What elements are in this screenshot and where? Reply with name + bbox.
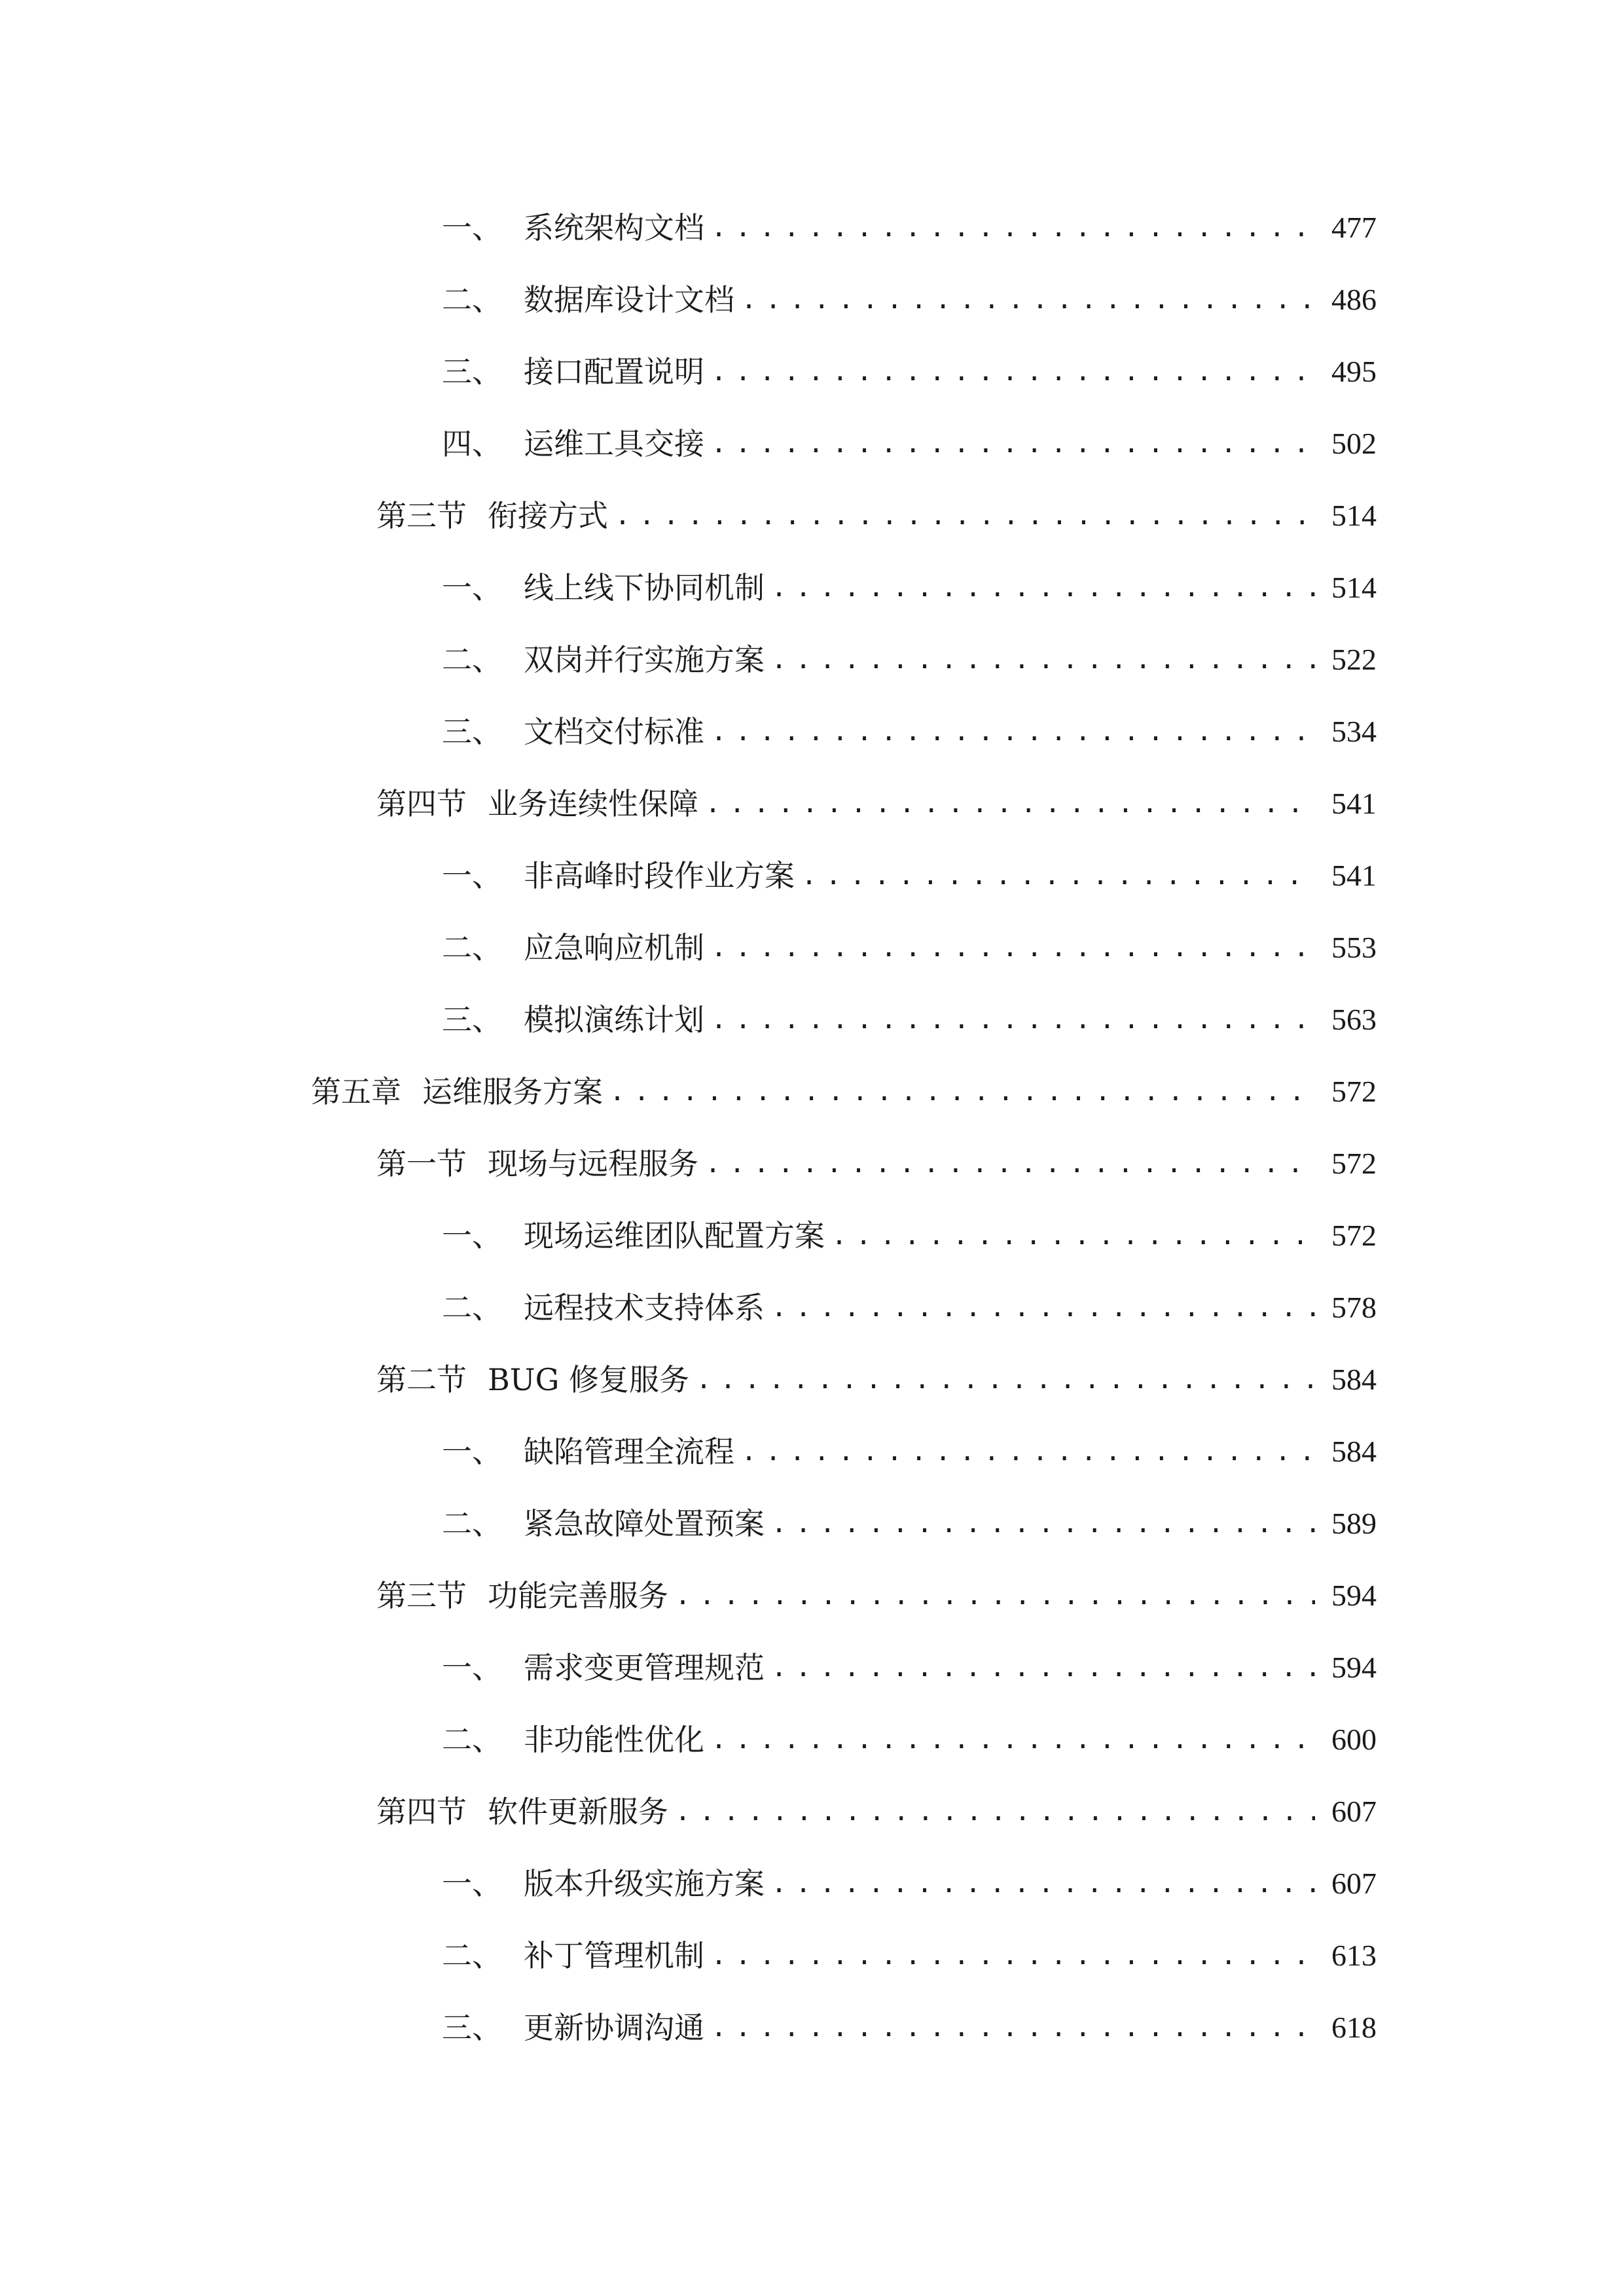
toc-page-number: 589 (1331, 1507, 1377, 1540)
toc-title: 业务连续性保障 (488, 786, 698, 821)
toc-page-number: 600 (1331, 1723, 1377, 1756)
dot-leader (771, 1282, 1315, 1334)
toc-title: 文档交付标准 (524, 714, 704, 749)
toc-marker: 二、 (442, 282, 502, 317)
toc-title: 紧急故障处置预案 (524, 1506, 765, 1541)
toc-title: 更新协调沟通 (524, 2010, 704, 2045)
toc-title: 系统架构文档 (524, 210, 704, 245)
toc-title: 远程技术支持体系 (524, 1290, 765, 1325)
toc-page-number: 613 (1331, 1939, 1377, 1972)
toc-marker: 第二节 (376, 1362, 467, 1397)
toc-marker: 一、 (442, 1650, 502, 1685)
toc-entry[interactable] (442, 922, 1377, 974)
toc-page-number: 572 (1331, 1075, 1377, 1108)
dot-leader (831, 1210, 1315, 1262)
toc-page-number: 618 (1331, 2011, 1377, 2044)
toc-page-number: 486 (1331, 283, 1377, 316)
toc-entry[interactable] (376, 778, 1377, 830)
dot-leader (675, 1785, 1315, 1838)
toc-entry[interactable] (376, 1354, 1377, 1406)
toc-page-number: 594 (1331, 1579, 1377, 1612)
toc-title: 应急响应机制 (524, 930, 704, 965)
toc-marker: 一、 (442, 1218, 502, 1253)
dot-leader (771, 1498, 1315, 1550)
toc-page-number: 477 (1331, 211, 1377, 244)
toc-page-number: 495 (1331, 355, 1377, 388)
toc-title: 数据库设计文档 (524, 282, 734, 317)
toc-marker: 三、 (442, 1002, 502, 1037)
toc-marker: 二、 (442, 1722, 502, 1757)
toc-entry[interactable] (442, 1498, 1377, 1550)
toc-title: 运维服务方案 (422, 1074, 603, 1109)
toc-page-number: 534 (1331, 715, 1377, 748)
toc-page-number: 502 (1331, 427, 1377, 460)
toc-marker: 二、 (442, 1938, 502, 1973)
toc-marker: 第五章 (311, 1074, 401, 1109)
toc-marker: 二、 (442, 1506, 502, 1541)
toc-marker: 第四节 (376, 786, 467, 821)
toc-entry[interactable] (442, 1282, 1377, 1334)
toc-marker: 第三节 (376, 1578, 467, 1613)
toc-page-number: 541 (1331, 859, 1377, 892)
toc-marker: 第四节 (376, 1794, 467, 1829)
dot-leader (711, 994, 1315, 1046)
toc-entry[interactable] (442, 2001, 1377, 2054)
toc-entry[interactable] (442, 418, 1377, 470)
toc-title: 缺陷管理全流程 (524, 1434, 734, 1469)
toc-entry[interactable] (376, 490, 1377, 542)
toc-title: 版本升级实施方案 (524, 1866, 765, 1901)
toc-entry[interactable] (442, 634, 1377, 686)
toc-entry[interactable] (442, 1210, 1377, 1262)
toc-entry[interactable] (442, 562, 1377, 614)
toc-title: 软件更新服务 (488, 1794, 668, 1829)
toc-marker: 一、 (442, 210, 502, 245)
toc-marker: 二、 (442, 1290, 502, 1325)
toc-page-number: 563 (1331, 1003, 1377, 1036)
toc-title: 线上线下协同机制 (524, 570, 765, 605)
toc-entry[interactable] (442, 1857, 1377, 1910)
toc-page-number: 584 (1331, 1435, 1377, 1468)
toc-entry[interactable] (442, 1641, 1377, 1694)
toc-page-number: 578 (1331, 1291, 1377, 1324)
dot-leader (696, 1354, 1315, 1406)
toc-entry[interactable] (442, 1426, 1377, 1478)
toc-title: BUG 修复服务 (488, 1362, 689, 1397)
toc-entry[interactable] (442, 1929, 1377, 1982)
dot-leader (705, 1138, 1315, 1190)
toc-marker: 二、 (442, 642, 502, 677)
toc-marker: 第一节 (376, 1146, 467, 1181)
toc-marker: 三、 (442, 2010, 502, 2045)
dot-leader (675, 1570, 1315, 1622)
toc-marker: 一、 (442, 858, 502, 893)
toc-title: 接口配置说明 (524, 354, 704, 389)
toc-entry[interactable] (376, 1138, 1377, 1190)
toc-entry[interactable] (442, 850, 1377, 902)
dot-leader (711, 1713, 1315, 1766)
dot-leader (771, 562, 1315, 614)
toc-title: 补丁管理机制 (524, 1938, 704, 1973)
dot-leader (711, 922, 1315, 974)
dot-leader (711, 706, 1315, 758)
toc-title: 现场运维团队配置方案 (524, 1218, 825, 1253)
toc-marker: 三、 (442, 714, 502, 749)
toc-page-number: 572 (1331, 1147, 1377, 1180)
toc-entry[interactable] (442, 1713, 1377, 1766)
dot-leader (711, 2001, 1315, 2054)
dot-leader (741, 274, 1315, 326)
toc-marker: 二、 (442, 930, 502, 965)
toc-entry[interactable] (442, 346, 1377, 398)
toc-title: 双岗并行实施方案 (524, 642, 765, 677)
toc-marker: 四、 (442, 426, 502, 461)
dot-leader (771, 1641, 1315, 1694)
dot-leader (711, 418, 1315, 470)
toc-marker: 第三节 (376, 498, 467, 533)
dot-leader (801, 850, 1315, 902)
dot-leader (711, 346, 1315, 398)
toc-marker: 一、 (442, 570, 502, 605)
toc-entry[interactable] (376, 1570, 1377, 1622)
dot-leader (609, 1066, 1315, 1118)
toc-title: 非功能性优化 (524, 1722, 704, 1757)
toc-entry[interactable] (442, 706, 1377, 758)
toc-marker: 一、 (442, 1434, 502, 1469)
toc-title: 非高峰时段作业方案 (524, 858, 795, 893)
toc-title: 模拟演练计划 (524, 1002, 704, 1037)
toc-page-number: 584 (1331, 1363, 1377, 1396)
dot-leader (771, 634, 1315, 686)
toc-title: 运维工具交接 (524, 426, 704, 461)
toc-page-number: 541 (1331, 787, 1377, 820)
dot-leader (771, 1857, 1315, 1910)
toc-page-number: 572 (1331, 1219, 1377, 1252)
toc-page-number: 607 (1331, 1795, 1377, 1828)
toc-marker: 一、 (442, 1866, 502, 1901)
toc-entry[interactable] (442, 994, 1377, 1046)
toc-entry[interactable] (311, 1066, 1377, 1118)
toc-entry[interactable] (442, 202, 1377, 254)
toc-title: 现场与远程服务 (488, 1146, 698, 1181)
toc-page-number: 522 (1331, 643, 1377, 676)
toc-marker: 三、 (442, 354, 502, 389)
toc-title: 衔接方式 (488, 498, 608, 533)
dot-leader (711, 202, 1315, 254)
toc-page-number: 607 (1331, 1867, 1377, 1900)
toc-page-number: 553 (1331, 931, 1377, 964)
toc-page-number: 594 (1331, 1651, 1377, 1684)
dot-leader (615, 490, 1315, 542)
dot-leader (741, 1426, 1315, 1478)
toc-title: 需求变更管理规范 (524, 1650, 765, 1685)
toc-entry[interactable] (442, 274, 1377, 326)
toc-title: 功能完善服务 (488, 1578, 668, 1613)
toc-page-number: 514 (1331, 571, 1377, 604)
toc-page-number: 514 (1331, 499, 1377, 532)
dot-leader (711, 1929, 1315, 1982)
toc-entry[interactable] (376, 1785, 1377, 1838)
dot-leader (705, 778, 1315, 830)
